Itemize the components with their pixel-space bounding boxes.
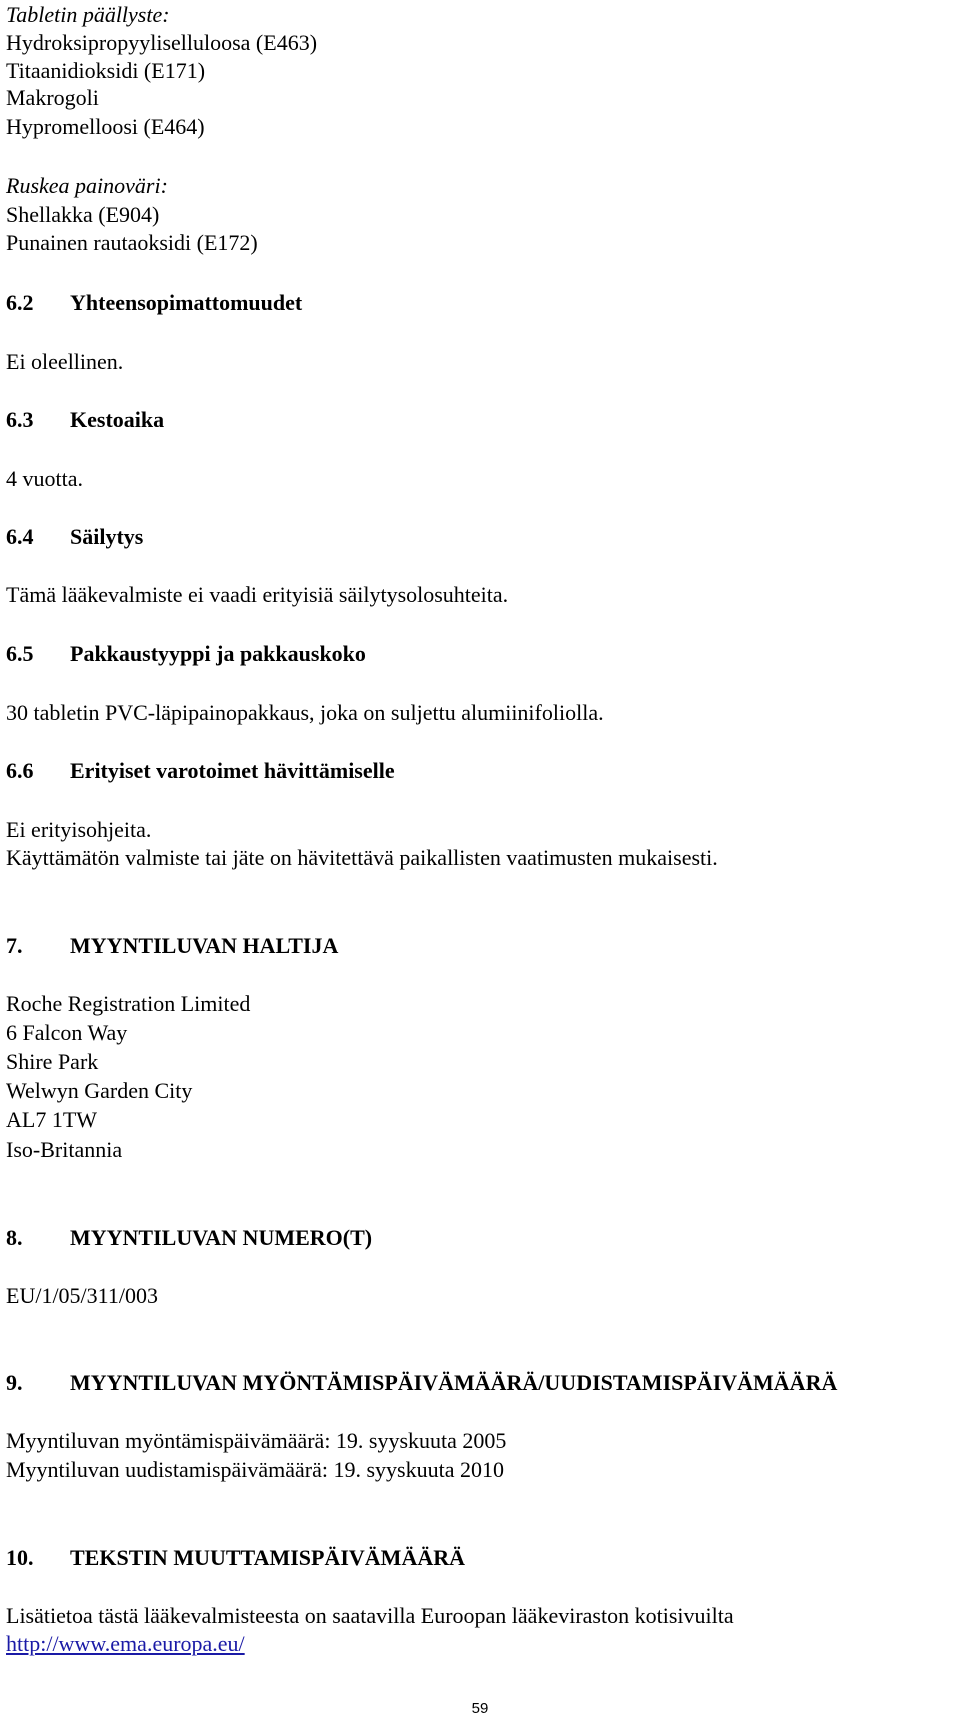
section-body: Ei oleellinen. <box>6 349 124 374</box>
section-number: 10. <box>6 1545 34 1570</box>
section-number: 6.6 <box>6 758 34 783</box>
section-heading-8 <box>6 1225 372 1251</box>
authorisation-number: EU/1/05/311/003 <box>6 1283 158 1308</box>
section-title: Säilytys <box>70 524 144 549</box>
section-title: MYYNTILUVAN NUMERO(T) <box>70 1225 373 1250</box>
ema-website-link[interactable]: http://www.ema.europa.eu/ <box>6 1631 245 1656</box>
section-heading-6-3 <box>6 407 164 433</box>
coating-item: Titaanidioksidi (E171) <box>6 58 206 83</box>
section-heading-6-6 <box>6 758 395 784</box>
section-body: Lisätietoa tästä lääkevalmisteesta on saatavilla Euroopan lääkeviraston kotisivuilta <box>6 1603 734 1628</box>
section-number: 7. <box>6 933 23 958</box>
section-title: MYYNTILUVAN MYÖNTÄMISPÄIVÄMÄÄRÄ/UUDISTAMISPÄIVÄMÄÄRÄ <box>70 1370 838 1395</box>
section-number: 9. <box>6 1370 23 1395</box>
section-body: 4 vuotta. <box>6 466 83 491</box>
coating-item: Hydroksipropyyliselluloosa (E463) <box>6 30 318 55</box>
section-body: Käyttämätön valmiste tai jäte on hävitettävä paikallisten vaatimusten mukaisesti. <box>6 845 718 870</box>
section-heading-7 <box>6 933 338 959</box>
address-line: Welwyn Garden City <box>6 1078 193 1103</box>
address-line: Shire Park <box>6 1049 99 1074</box>
section-title: Kestoaika <box>70 407 165 432</box>
section-body: 30 tabletin PVC-läpipainopakkaus, joka on suljettu alumiinifoliolla. <box>6 700 604 725</box>
address-line: Iso-Britannia <box>6 1137 123 1162</box>
section-number: 6.5 <box>6 641 34 666</box>
coating-title: Tabletin päällyste: <box>6 2 170 27</box>
address-line: 6 Falcon Way <box>6 1020 128 1045</box>
section-body: Tämä lääkevalmiste ei vaadi erityisiä säilytysolosuhteita. <box>6 582 509 607</box>
ink-item: Punainen rautaoksidi (E172) <box>6 230 258 255</box>
section-number: 6.3 <box>6 407 34 432</box>
section-heading-6-5 <box>6 641 366 667</box>
section-number: 8. <box>6 1225 23 1250</box>
ink-title: Ruskea painoväri: <box>6 173 168 198</box>
address-line: AL7 1TW <box>6 1107 98 1132</box>
ema-link-line <box>6 1631 245 1657</box>
section-body: Ei erityisohjeita. <box>6 817 152 842</box>
page-number: 59 <box>471 1700 489 1717</box>
section-title: MYYNTILUVAN HALTIJA <box>70 933 339 958</box>
document-page <box>6 0 954 1720</box>
section-heading-6-4 <box>6 524 143 550</box>
coating-item: Hypromelloosi (E464) <box>6 114 205 139</box>
section-body: Myyntiluvan uudistamispäivämäärä: 19. syyskuuta 2010 <box>6 1457 504 1482</box>
section-title: Pakkaustyyppi ja pakkauskoko <box>70 641 366 666</box>
section-heading-10 <box>6 1545 465 1571</box>
section-title: Yhteensopimattomuudet <box>70 290 303 315</box>
coating-item: Makrogoli <box>6 85 99 110</box>
ink-item: Shellakka (E904) <box>6 202 160 227</box>
section-title: TEKSTIN MUUTTAMISPÄIVÄMÄÄRÄ <box>70 1545 466 1570</box>
section-number: 6.4 <box>6 524 34 549</box>
address-line: Roche Registration Limited <box>6 991 251 1016</box>
section-number: 6.2 <box>6 290 34 315</box>
section-heading-9 <box>6 1370 837 1396</box>
section-title: Erityiset varotoimet hävittämiselle <box>70 758 395 783</box>
section-body: Myyntiluvan myöntämispäivämäärä: 19. syyskuuta 2005 <box>6 1428 507 1453</box>
section-heading-6-2 <box>6 290 302 316</box>
